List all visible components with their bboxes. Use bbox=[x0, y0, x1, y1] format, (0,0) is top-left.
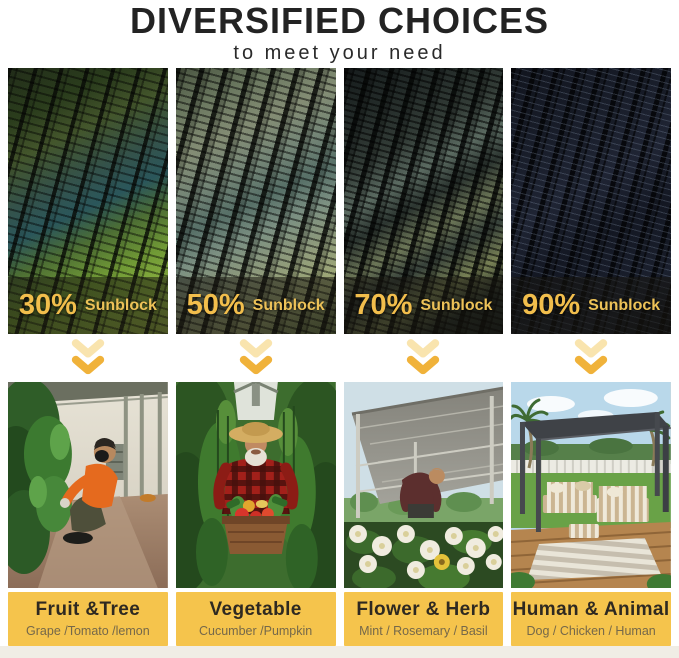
usecase-title: Flower & Herb bbox=[356, 599, 491, 620]
shade-caption bbox=[511, 277, 671, 334]
usecase-examples: Mint / Rosemary / Basil bbox=[359, 623, 488, 638]
farmer-vegetables-illustration bbox=[176, 382, 336, 588]
photos-row bbox=[8, 382, 671, 588]
down-arrow-icon bbox=[235, 338, 277, 378]
photo-human-animal bbox=[511, 382, 671, 588]
down-arrow-icon bbox=[402, 338, 444, 378]
shade-caption bbox=[176, 277, 336, 334]
pergola-patio-illustration bbox=[511, 382, 671, 588]
arrow-cell bbox=[176, 334, 336, 382]
shade-options-row bbox=[8, 68, 671, 334]
shade-caption bbox=[8, 277, 168, 334]
shade-caption bbox=[344, 277, 504, 334]
shade-panel-50 bbox=[176, 68, 336, 334]
usecase-examples: Dog / Chicken / Human bbox=[526, 623, 656, 638]
usecase-cards-row bbox=[8, 592, 671, 646]
down-arrow-icon bbox=[67, 338, 109, 378]
usecase-card-fruit-tree bbox=[8, 592, 168, 646]
percent-label: 90% bbox=[522, 289, 581, 321]
usecase-card-flower-herb bbox=[344, 592, 504, 646]
sunblock-label: Sunblock bbox=[420, 296, 493, 314]
percent-label: 50% bbox=[186, 289, 245, 321]
shade-panel-30 bbox=[8, 68, 168, 334]
percent-label: 70% bbox=[354, 289, 413, 321]
usecase-examples: Grape /Tomato /lemon bbox=[26, 623, 150, 638]
usecase-title: Human & Animal bbox=[512, 599, 670, 620]
sunblock-label: Sunblock bbox=[588, 296, 661, 314]
usecase-title: Vegetable bbox=[209, 599, 302, 620]
down-arrow-icon bbox=[570, 338, 612, 378]
shade-panel-70 bbox=[344, 68, 504, 334]
sunblock-label: Sunblock bbox=[84, 296, 157, 314]
photo-vegetable bbox=[176, 382, 336, 588]
greenhouse-worker-illustration bbox=[8, 382, 168, 588]
header bbox=[0, 0, 679, 68]
page-subtitle: to meet your need bbox=[233, 42, 446, 64]
usecase-card-human-animal bbox=[511, 592, 671, 646]
photo-flower-herb bbox=[344, 382, 504, 588]
arrows-row bbox=[8, 334, 671, 382]
usecase-title: Fruit &Tree bbox=[35, 599, 141, 620]
sunblock-label: Sunblock bbox=[252, 296, 325, 314]
page-title: DIVERSIFIED CHOICES bbox=[129, 0, 550, 41]
arrow-cell bbox=[344, 334, 504, 382]
photo-fruit-tree bbox=[8, 382, 168, 588]
arrow-cell bbox=[511, 334, 671, 382]
arrow-cell bbox=[8, 334, 168, 382]
usecase-examples: Cucumber /Pumpkin bbox=[199, 623, 313, 638]
usecase-card-vegetable bbox=[176, 592, 336, 646]
footer-strip bbox=[0, 646, 679, 658]
shade-panel-90 bbox=[511, 68, 671, 334]
shade-canopy-flowers-illustration bbox=[344, 382, 504, 588]
percent-label: 30% bbox=[18, 289, 77, 321]
